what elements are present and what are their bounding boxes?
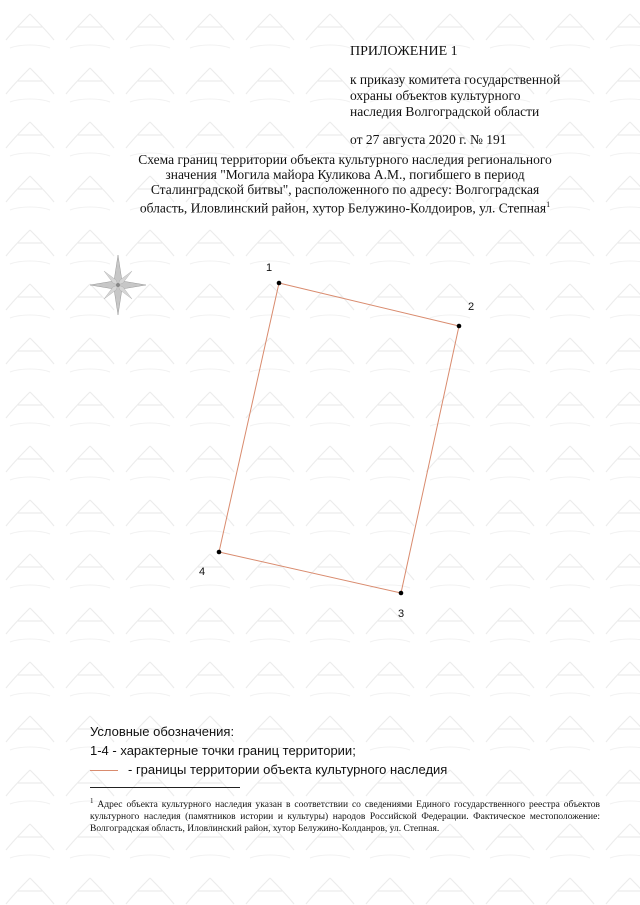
legend-row-points [90, 741, 447, 760]
point-label-2: 2 [468, 301, 475, 313]
point-label-3: 3 [398, 608, 405, 620]
footnote-number: 1 [90, 797, 94, 805]
scheme-title-line-2: значения "Могила майора Куликова А.М., погибшего в период [165, 167, 525, 182]
scheme-title-line-3: Сталинградской битвы", расположенного по адресу: Волгоградская [150, 182, 540, 197]
boundary-point-3 [398, 591, 404, 620]
point-label-4: 4 [199, 566, 206, 578]
point-label-1: 1 [266, 262, 273, 274]
legend-points-code: 1-4 [90, 743, 109, 758]
order-date: от 27 августа 2020 г. № 191 [350, 132, 507, 147]
boundary-point-1 [266, 262, 281, 285]
legend-row-boundary [90, 760, 447, 779]
footnote-separator [90, 787, 240, 788]
legend-title: Условные обозначения: [90, 724, 235, 739]
scheme-title-line-4: область, Иловлинский район, хутор Белужино-Колдоиров, ул. Степная [139, 200, 547, 216]
legend-points-text: - характерные точки границ территории; [108, 743, 356, 758]
compass-rose-icon [90, 255, 146, 315]
legend [90, 722, 447, 779]
footnote-text: Адрес объекта культурного наследия указан в соответствии со сведениями Единого государственного реестра объектов культурного наследия (памятников истории и культуры) народов Российской Федерации. Фактическое местоположение: Волгоградская область, Иловлинский район, хутор Белужино-Колданров, ул. Степная. [90, 800, 600, 835]
boundary-point-4 [199, 550, 221, 578]
boundary-point-2 [457, 301, 474, 328]
appendix-label: ПРИЛОЖЕНИЕ 1 [350, 44, 458, 59]
footnote [90, 795, 600, 835]
order-line-1: к приказу комитета государственной [350, 72, 561, 87]
scheme-title-line-1: Схема границ территории объекта культурного наследия регионального [138, 152, 552, 167]
order-line-3: наследия Волгоградской области [350, 104, 540, 119]
order-line-2: охраны объектов культурного [350, 88, 521, 103]
legend-boundary-text: - границы территории объекта культурного наследия [128, 762, 448, 777]
legend-boundary-line-sample [90, 770, 118, 771]
territory-boundary [219, 283, 459, 593]
footnote-ref-marker: 1 [546, 200, 551, 209]
